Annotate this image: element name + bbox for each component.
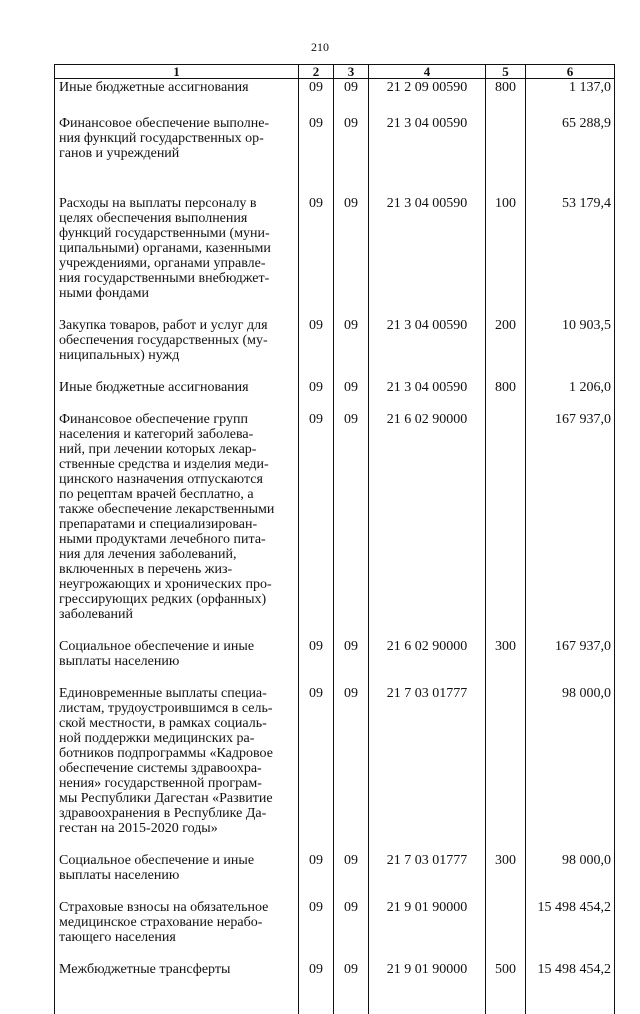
header-cell-section: 2 xyxy=(299,65,334,79)
row-section-cell: 09 xyxy=(299,852,334,899)
row-subsection-cell: 09 xyxy=(334,411,369,638)
page-number: 210 xyxy=(311,40,329,54)
row-section-cell: 09 xyxy=(299,899,334,961)
row-subsection-cell: 09 xyxy=(334,638,369,685)
row-section-cell: 09 xyxy=(299,411,334,638)
table-row xyxy=(55,899,615,961)
row-subsection-cell: 09 xyxy=(334,79,369,116)
header-cell-subsection: 3 xyxy=(334,65,369,79)
row-expense-type-cell xyxy=(486,899,526,961)
row-subsection-cell: 09 xyxy=(334,195,369,317)
row-target-code-cell: 21 3 04 00590 xyxy=(369,115,486,195)
row-expense-type-cell: 800 xyxy=(486,79,526,116)
row-name-cell: Иные бюджетные ассигнования xyxy=(55,379,299,411)
row-target-code-cell: 21 3 04 00590 xyxy=(369,195,486,317)
row-amount-cell: 15 498 454,2 xyxy=(526,961,615,1014)
row-expense-type-cell xyxy=(486,411,526,638)
table-row xyxy=(55,79,615,116)
table-row xyxy=(55,195,615,317)
row-amount-cell: 167 937,0 xyxy=(526,638,615,685)
table-row xyxy=(55,317,615,379)
row-name-cell: Межбюджетные трансферты xyxy=(55,961,299,1014)
row-subsection-cell: 09 xyxy=(334,852,369,899)
row-name-cell: Социальное обеспечение и иные выплаты населению xyxy=(55,852,299,899)
header-cell-name: 1 xyxy=(55,65,299,79)
row-target-code-cell: 21 6 02 90000 xyxy=(369,638,486,685)
row-expense-type-cell: 800 xyxy=(486,379,526,411)
table-row xyxy=(55,685,615,852)
table-header-row xyxy=(55,65,615,79)
row-amount-cell: 98 000,0 xyxy=(526,685,615,852)
table-row xyxy=(55,379,615,411)
row-name-cell: Финансовое обеспечение групп населения и категорий заболева- ний, при лечении которых лекар- ственные средства и изделия меди- цинского назначения отпускаются по рецептам врачей бесплатно, а также обеспечение лекарственными препаратами и специализирован- ными продуктами лечебного пита- ния для лечения заболеваний, включенных в перечень жиз- неугрожающих и хронических про- грессирующих редких (орфанных) заболеваний xyxy=(55,411,299,638)
row-section-cell: 09 xyxy=(299,195,334,317)
row-name-cell: Закупка товаров, работ и услуг для обеспечения государственных (му- ниципальных) нужд xyxy=(55,317,299,379)
row-target-code-cell: 21 9 01 90000 xyxy=(369,961,486,1014)
row-section-cell: 09 xyxy=(299,79,334,116)
table-row xyxy=(55,852,615,899)
row-name-cell: Единовременные выплаты специа- листам, трудоустроившимся в сель- ской местности, в рамках социаль- ной поддержки медицинских ра- ботников подпрограммы «Кадровое обеспечение системы здравоохра- нения» государственной програм- мы Республики Дагестан «Развитие здравоохранения в Республике Да- гестан на 2015-2020 годы» xyxy=(55,685,299,852)
row-name-cell: Социальное обеспечение и иные выплаты населению xyxy=(55,638,299,685)
row-amount-cell: 53 179,4 xyxy=(526,195,615,317)
row-target-code-cell: 21 7 03 01777 xyxy=(369,685,486,852)
row-subsection-cell: 09 xyxy=(334,899,369,961)
row-section-cell: 09 xyxy=(299,379,334,411)
row-subsection-cell: 09 xyxy=(334,961,369,1014)
row-amount-cell: 1 137,0 xyxy=(526,79,615,116)
header-cell-target-code: 4 xyxy=(369,65,486,79)
row-section-cell: 09 xyxy=(299,317,334,379)
row-target-code-cell: 21 6 02 90000 xyxy=(369,411,486,638)
row-target-code-cell: 21 9 01 90000 xyxy=(369,899,486,961)
row-amount-cell: 10 903,5 xyxy=(526,317,615,379)
header-cell-expense-type: 5 xyxy=(486,65,526,79)
row-expense-type-cell: 100 xyxy=(486,195,526,317)
row-target-code-cell: 21 7 03 01777 xyxy=(369,852,486,899)
row-amount-cell: 167 937,0 xyxy=(526,411,615,638)
row-section-cell: 09 xyxy=(299,638,334,685)
row-subsection-cell: 09 xyxy=(334,115,369,195)
row-amount-cell: 98 000,0 xyxy=(526,852,615,899)
row-name-cell: Расходы на выплаты персоналу в целях обеспечения выполнения функций государственными (муни- ципальными) органами, казенными учреждениями, органами управле- ния государственными внебюджет- ными фондами xyxy=(55,195,299,317)
table-row xyxy=(55,638,615,685)
row-name-cell: Иные бюджетные ассигнования xyxy=(55,79,299,116)
table-row xyxy=(55,411,615,638)
row-subsection-cell: 09 xyxy=(334,379,369,411)
row-name-cell: Финансовое обеспечение выполне- ния функций государственных ор- ганов и учреждений xyxy=(55,115,299,195)
row-expense-type-cell: 500 xyxy=(486,961,526,1014)
table-row xyxy=(55,115,615,195)
row-name-cell: Страховые взносы на обязательное медицинское страхование нерабо- тающего населения xyxy=(55,899,299,961)
row-section-cell: 09 xyxy=(299,115,334,195)
budget-table xyxy=(54,64,615,1014)
row-amount-cell: 15 498 454,2 xyxy=(526,899,615,961)
row-subsection-cell: 09 xyxy=(334,685,369,852)
row-amount-cell: 1 206,0 xyxy=(526,379,615,411)
row-target-code-cell: 21 3 04 00590 xyxy=(369,379,486,411)
table-row xyxy=(55,961,615,1014)
row-target-code-cell: 21 2 09 00590 xyxy=(369,79,486,116)
row-target-code-cell: 21 3 04 00590 xyxy=(369,317,486,379)
row-expense-type-cell: 300 xyxy=(486,638,526,685)
row-expense-type-cell xyxy=(486,115,526,195)
row-subsection-cell: 09 xyxy=(334,317,369,379)
row-amount-cell: 65 288,9 xyxy=(526,115,615,195)
row-expense-type-cell: 200 xyxy=(486,317,526,379)
row-expense-type-cell: 300 xyxy=(486,852,526,899)
header-cell-amount: 6 xyxy=(526,65,615,79)
row-expense-type-cell xyxy=(486,685,526,852)
row-section-cell: 09 xyxy=(299,685,334,852)
row-section-cell: 09 xyxy=(299,961,334,1014)
